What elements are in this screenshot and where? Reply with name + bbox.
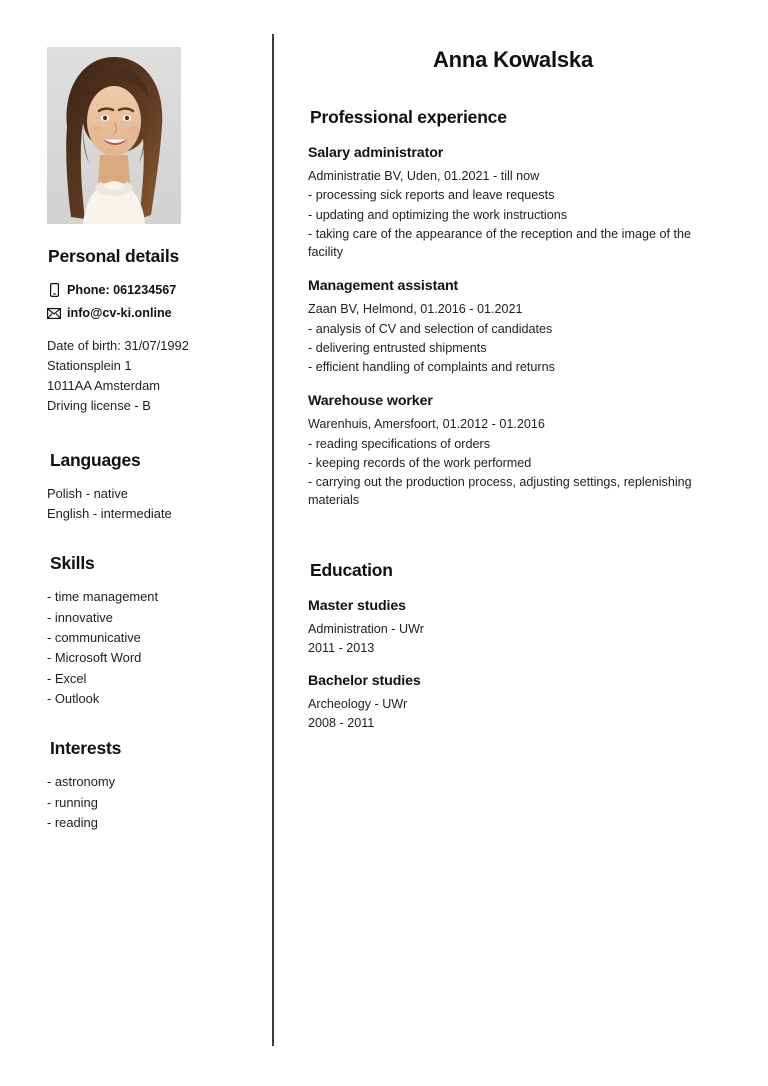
contact-email [47, 304, 257, 322]
envelope-icon [47, 308, 61, 319]
job-bullets [308, 186, 718, 261]
list-item: - keeping records of the work performed [308, 455, 532, 470]
list-item: - running [47, 794, 98, 810]
interests-section [47, 738, 257, 832]
job-bullets [308, 320, 718, 377]
degree-field: Archeology - UWr [308, 697, 408, 711]
list-item: - time management [47, 589, 159, 605]
list-item: - communicative [47, 630, 141, 645]
list-item: - Outlook [47, 690, 100, 706]
experience-entry [308, 393, 718, 509]
skills-section [47, 553, 257, 708]
personal-details-heading: Personal details [48, 246, 180, 266]
degree-title: Bachelor studies [308, 673, 421, 689]
education-entry [308, 673, 718, 733]
list-item: Polish - native [47, 485, 128, 501]
detail-driving-license: Driving license - B [47, 398, 151, 414]
list-item: - innovative [47, 609, 113, 625]
detail-city: 1011AA Amsterdam [47, 378, 160, 394]
education-section [308, 560, 718, 733]
job-title: Warehouse worker [308, 393, 433, 410]
degree-field: Administration - UWr [308, 621, 424, 636]
list-item: - astronomy [47, 774, 116, 790]
list-item: - Excel [47, 670, 87, 686]
page-title: Anna Kowalska [432, 47, 593, 72]
job-meta: Warenhuis, Amersfoort, 01.2012 - 01.2016 [308, 417, 545, 432]
degree-years: 2008 - 2011 [308, 716, 375, 731]
contact-phone-text: Phone: 061234567 [67, 283, 177, 297]
education-heading: Education [310, 559, 393, 580]
list-item: - updating and optimizing the work instructions [308, 207, 568, 222]
sidebar [47, 47, 257, 834]
skills-list [47, 588, 257, 708]
interests-list [47, 773, 257, 832]
job-bullets [308, 435, 718, 510]
experience-entry [308, 145, 718, 261]
languages-heading: Languages [50, 449, 141, 470]
contact-email-text: info@cv-ki.online [67, 306, 172, 321]
list-item: - Microsoft Word [47, 650, 142, 666]
languages-section [47, 450, 257, 524]
list-item: - taking care of the appearance of the reception and the image of the facility [308, 226, 691, 259]
skills-heading: Skills [50, 553, 95, 574]
list-item: - processing sick reports and leave requests [308, 188, 555, 203]
contact-phone [47, 281, 257, 299]
degree-years: 2011 - 2013 [308, 640, 375, 655]
degree-title: Master studies [308, 597, 406, 614]
list-item: - reading specifications of orders [308, 436, 491, 451]
column-divider [272, 34, 274, 1046]
detail-date-of-birth: Date of birth: 31/07/1992 [47, 337, 189, 353]
job-meta: Administratie BV, Uden, 01.2021 - till now [308, 169, 540, 183]
languages-list [47, 485, 257, 524]
job-meta: Zaan BV, Helmond, 01.2016 - 01.2021 [308, 302, 523, 317]
list-item: - analysis of CV and selection of candidates [308, 321, 553, 336]
profile-photo [47, 47, 181, 224]
education-entry [308, 598, 718, 658]
list-item: - efficient handling of complaints and returns [308, 360, 555, 374]
list-item: - reading [47, 814, 98, 830]
list-item: - delivering entrusted shipments [308, 340, 487, 355]
mobile-phone-icon [47, 283, 61, 297]
main-column [308, 47, 718, 749]
personal-details-list [47, 337, 257, 416]
job-title: Management assistant [308, 278, 459, 295]
experience-entry [308, 278, 718, 376]
experience-heading: Professional experience [310, 107, 507, 127]
list-item: - carrying out the production process, adjusting settings, replenishing materials [308, 475, 692, 508]
list-item: English - intermediate [47, 506, 172, 522]
interests-heading: Interests [50, 738, 122, 759]
detail-street: Stationsplein 1 [47, 357, 132, 373]
job-title: Salary administrator [308, 145, 444, 161]
